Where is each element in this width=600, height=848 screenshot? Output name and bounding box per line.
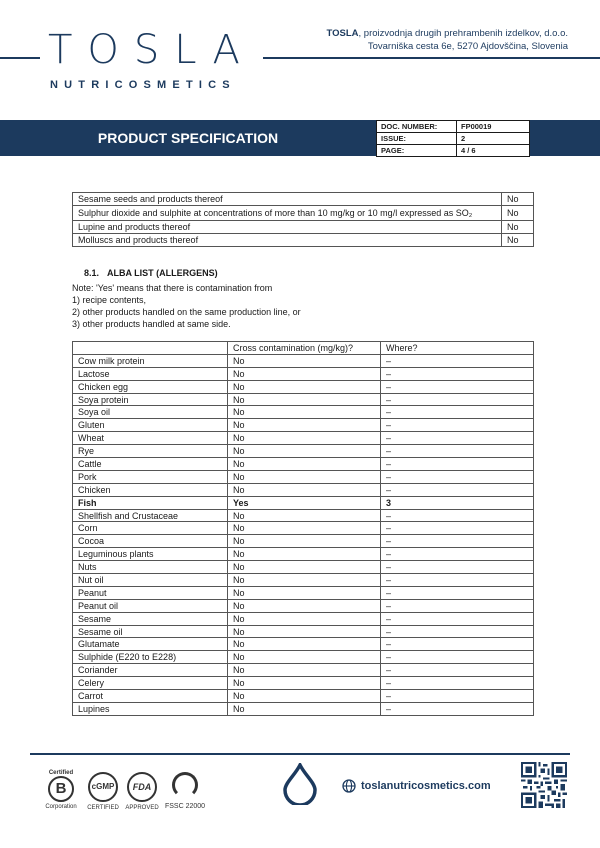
allergen-name: Soya oil <box>73 406 228 419</box>
cross-contamination-value: No <box>228 625 381 638</box>
table-row <box>73 702 534 715</box>
page-value: 4 / 6 <box>457 145 530 157</box>
where-value: – <box>381 612 534 625</box>
where-value: – <box>381 483 534 496</box>
fssc-mark-icon <box>172 772 198 798</box>
cross-contamination-value: No <box>228 677 381 690</box>
allergen-name: Wheat <box>73 432 228 445</box>
cross-contamination-value: No <box>228 419 381 432</box>
issue-value: 2 <box>457 133 530 145</box>
where-value: – <box>381 367 534 380</box>
company-info <box>326 27 568 53</box>
where-value: 3 <box>381 496 534 509</box>
footer-rule <box>30 753 570 755</box>
table-row <box>73 458 534 471</box>
table-row <box>73 586 534 599</box>
cross-contamination-value: No <box>228 432 381 445</box>
where-value: – <box>381 638 534 651</box>
allergen-name: Lactose <box>73 367 228 380</box>
allergen-name: Corn <box>73 522 228 535</box>
table-row <box>73 664 534 677</box>
where-value: – <box>381 625 534 638</box>
where-value: – <box>381 535 534 548</box>
cross-contamination-value: No <box>228 483 381 496</box>
allergen-name: Chicken egg <box>73 380 228 393</box>
where-value: – <box>381 574 534 587</box>
cert-mark: FDA <box>127 772 157 802</box>
allergen-value: No <box>502 233 534 246</box>
cross-contamination-value: No <box>228 380 381 393</box>
table-row <box>73 690 534 703</box>
where-value: – <box>381 470 534 483</box>
cross-contamination-value: No <box>228 638 381 651</box>
allergen-name: Sesame <box>73 612 228 625</box>
allergen-name: Sesame oil <box>73 625 228 638</box>
table-row <box>73 651 534 664</box>
allergen-name: Cocoa <box>73 535 228 548</box>
cross-contamination-value: No <box>228 664 381 677</box>
cert-bottom-label: FSSC 22000 <box>164 803 206 810</box>
cert-bottom-label: Corporation <box>45 804 77 810</box>
cert-mark: B <box>48 776 74 802</box>
cross-contamination-value: No <box>228 470 381 483</box>
allergen-name: Sulphide (E220 to E228) <box>73 651 228 664</box>
table-row <box>73 522 534 535</box>
allergen-name: Coriander <box>73 664 228 677</box>
table-row <box>73 354 534 367</box>
allergen-name: Shellfish and Crustaceae <box>73 509 228 522</box>
table-row <box>73 548 534 561</box>
table-row <box>73 574 534 587</box>
cert-bottom-label: APPROVED <box>125 805 159 811</box>
cross-contamination-value: No <box>228 367 381 380</box>
cross-contamination-value: No <box>228 393 381 406</box>
where-value: – <box>381 702 534 715</box>
where-value: – <box>381 599 534 612</box>
table-row <box>73 432 534 445</box>
doc-number-label: DOC. NUMBER: <box>377 121 457 133</box>
cert-bottom-label: CERTIFIED <box>87 805 119 811</box>
table-row <box>73 445 534 458</box>
qr-code-icon <box>521 762 567 808</box>
table-row <box>73 419 534 432</box>
where-value: – <box>381 690 534 703</box>
section-title: ALBA LIST (ALLERGENS) <box>107 268 218 278</box>
drop-logo-icon <box>283 763 317 805</box>
cross-contamination-value: No <box>228 651 381 664</box>
table-row <box>73 193 534 206</box>
fda-icon <box>124 770 160 811</box>
table-row <box>73 561 534 574</box>
allergen-name: Lupine and products thereof <box>73 220 502 233</box>
cgmp-icon <box>86 770 120 811</box>
spec-bar <box>0 120 600 156</box>
where-value: – <box>381 380 534 393</box>
table-row <box>73 470 534 483</box>
allergen-name: Cattle <box>73 458 228 471</box>
bcorp-icon <box>44 770 78 810</box>
cross-contamination-value: No <box>228 548 381 561</box>
where-value: – <box>381 664 534 677</box>
cross-contamination-value: No <box>228 702 381 715</box>
cross-contamination-value: No <box>228 561 381 574</box>
table-row <box>73 367 534 380</box>
allergen-name: Carrot <box>73 690 228 703</box>
table-row <box>73 496 534 509</box>
allergen-name: Pork <box>73 470 228 483</box>
table-row <box>73 625 534 638</box>
header-cell <box>73 342 228 355</box>
note-line: 3) other products handled at same side. <box>72 319 231 329</box>
cross-contamination-value: No <box>228 458 381 471</box>
table-row <box>73 638 534 651</box>
allergen-name: Nut oil <box>73 574 228 587</box>
where-value: – <box>381 354 534 367</box>
table-row <box>73 509 534 522</box>
allergen-name: Lupines <box>73 702 228 715</box>
cross-contamination-value: No <box>228 612 381 625</box>
allergen-name: Celery <box>73 677 228 690</box>
allergen-name: Nuts <box>73 561 228 574</box>
allergen-value: No <box>502 205 534 220</box>
where-value: – <box>381 432 534 445</box>
allergen-name: Fish <box>73 496 228 509</box>
where-value: – <box>381 522 534 535</box>
where-value: – <box>381 509 534 522</box>
table-row <box>73 677 534 690</box>
table-row <box>73 483 534 496</box>
where-value: – <box>381 561 534 574</box>
globe-icon <box>342 779 356 793</box>
section-number: 8.1. <box>84 268 100 278</box>
cross-contamination-value: No <box>228 690 381 703</box>
header-rule-right <box>263 57 600 59</box>
cross-contamination-value: No <box>228 574 381 587</box>
table-row <box>73 599 534 612</box>
company-name: TOSLA <box>326 28 359 39</box>
section-heading <box>84 268 218 278</box>
where-value: – <box>381 677 534 690</box>
cross-contamination-value: No <box>228 445 381 458</box>
allergen-name: Sesame seeds and products thereof <box>73 193 502 206</box>
allergen-name: Glutamate <box>73 638 228 651</box>
header-cell: Cross contamination (mg/kg)? <box>228 342 381 355</box>
table-row <box>73 393 534 406</box>
where-value: – <box>381 393 534 406</box>
table-row <box>73 535 534 548</box>
issue-label: ISSUE: <box>377 133 457 145</box>
cross-contamination-value: Yes <box>228 496 381 509</box>
allergen-name: Gluten <box>73 419 228 432</box>
where-value: – <box>381 419 534 432</box>
allergen-value: No <box>502 220 534 233</box>
table-row <box>73 380 534 393</box>
where-value: – <box>381 548 534 561</box>
cross-contamination-value: No <box>228 522 381 535</box>
alba-table <box>72 341 534 716</box>
table-row <box>73 205 534 220</box>
company-description: , proizvodnja drugih prehrambenih izdelkov, d.o.o. <box>358 28 568 39</box>
document-info-table <box>376 120 530 157</box>
company-address: Tovarniška cesta 6e, 5270 Ajdovščina, Slovenia <box>367 41 568 52</box>
cert-top-label: Certified <box>48 770 74 776</box>
header-rule-left <box>0 57 40 59</box>
document-title: PRODUCT SPECIFICATION <box>97 130 279 146</box>
table-row <box>73 612 534 625</box>
allergen-value: No <box>502 193 534 206</box>
cert-mark: cGMP <box>88 772 118 802</box>
note-line: 1) recipe contents, <box>72 295 147 305</box>
cross-contamination-value: No <box>228 586 381 599</box>
cross-contamination-value: No <box>228 354 381 367</box>
where-value: – <box>381 406 534 419</box>
where-value: – <box>381 651 534 664</box>
notes <box>72 282 301 330</box>
allergen-name: Soya protein <box>73 393 228 406</box>
spec-bar-right <box>530 120 600 156</box>
page-label: PAGE: <box>377 145 457 157</box>
logo-subtitle: NUTRICOSMETICS <box>50 79 236 91</box>
where-value: – <box>381 458 534 471</box>
allergen-name: Peanut oil <box>73 599 228 612</box>
note-line: 2) other products handled on the same production line, or <box>72 307 301 317</box>
table-header-row <box>73 342 534 355</box>
fssc-icon <box>164 770 206 810</box>
header-cell: Where? <box>381 342 534 355</box>
table-row <box>73 220 534 233</box>
where-value: – <box>381 445 534 458</box>
allergen-name: Molluscs and products thereof <box>73 233 502 246</box>
cross-contamination-value: No <box>228 535 381 548</box>
cross-contamination-value: No <box>228 599 381 612</box>
table-row <box>73 233 534 246</box>
website-link[interactable]: toslanutricosmetics.com <box>361 780 491 792</box>
note-line: Note: 'Yes' means that there is contamination from <box>72 283 273 293</box>
allergen-name: Cow milk protein <box>73 354 228 367</box>
allergen-name: Leguminous plants <box>73 548 228 561</box>
cross-contamination-value: No <box>228 406 381 419</box>
where-value: – <box>381 586 534 599</box>
cross-contamination-value: No <box>228 509 381 522</box>
doc-number-value: FP00019 <box>457 121 530 133</box>
allergen-name: Chicken <box>73 483 228 496</box>
table-row <box>73 406 534 419</box>
allergen-name: Rye <box>73 445 228 458</box>
logo-wordmark: TOSLA <box>48 27 255 73</box>
allergen-name: Sulphur dioxide and sulphite at concentrations of more than 10 mg/kg or 10 mg/l expressed as SO₂ <box>73 205 502 220</box>
allergen-table <box>72 192 534 247</box>
allergen-name: Peanut <box>73 586 228 599</box>
